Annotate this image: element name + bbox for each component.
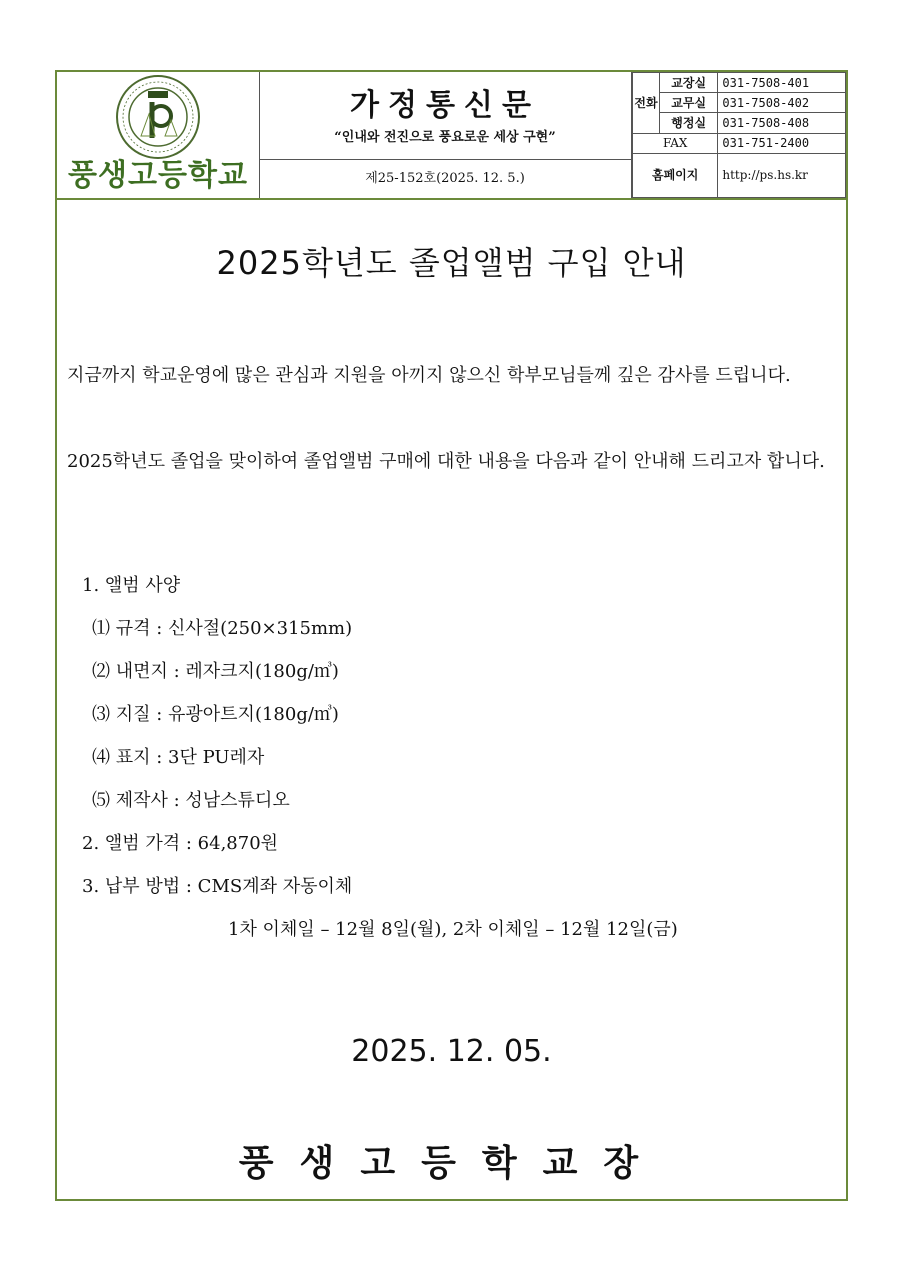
section-heading-spec: 1. 앨범 사양 <box>82 575 181 596</box>
spec-item-endpaper: ⑵ 내면지 : 레자크지(180g/㎥) <box>92 661 339 682</box>
school-logo-cell <box>57 72 260 198</box>
issue-date: 2025. 12. 05. <box>351 1034 552 1069</box>
issue-number: 제25-152호(2025. 12. 5.) <box>259 160 632 198</box>
phone-label: 전화 <box>633 73 660 134</box>
principal-signature: 풍생고등학교장 <box>238 1143 665 1184</box>
homepage-label: 홈페이지 <box>633 153 718 197</box>
section-heading-price: 2. 앨범 가격 : 64,870원 <box>82 833 279 854</box>
document-frame <box>55 70 848 1201</box>
section-heading-payment: 3. 납부 방법 : CMS계좌 자동이체 <box>82 876 353 897</box>
fax-number: 031-751-2400 <box>718 133 846 153</box>
newsletter-title-cell <box>259 72 632 160</box>
school-emblem-icon <box>115 74 201 160</box>
contact-label: 교장실 <box>660 73 718 93</box>
contact-table <box>632 72 846 198</box>
spec-item-paper: ⑶ 지질 : 유광아트지(180g/㎥) <box>92 704 339 725</box>
intro-paragraph: 지금까지 학교운영에 많은 관심과 지원을 아끼지 않으신 학부모님들께 깊은 감사를 드립니다. <box>67 365 791 386</box>
contact-number: 031-7508-402 <box>718 93 846 113</box>
spec-item-cover: ⑷ 표지 : 3단 PU레자 <box>92 747 265 768</box>
fax-label: FAX <box>633 133 718 153</box>
notice-paragraph: 2025학년도 졸업을 맞이하여 졸업앨범 구매에 대한 내용을 다음과 같이 안내해 드리고자 합니다. <box>67 451 825 472</box>
spec-item-size: ⑴ 규격 : 신사절(250×315mm) <box>92 618 353 639</box>
payment-dates: 1차 이체일 – 12월 8일(월), 2차 이체일 – 12월 12일(금) <box>228 919 678 940</box>
school-name-logo: 풍생고등학교 <box>68 158 248 193</box>
contact-number: 031-7508-401 <box>718 73 846 93</box>
contact-number: 031-7508-408 <box>718 113 846 133</box>
school-motto: “인내와 전진으로 풍요로운 세상 구현” <box>334 130 556 145</box>
document-title: 2025학년도 졸업앨범 구입 안내 <box>216 244 687 282</box>
contact-label: 교무실 <box>660 93 718 113</box>
contact-label: 행정실 <box>660 113 718 133</box>
newsletter-title: 가정통신문 <box>350 88 540 123</box>
homepage-link[interactable]: http://ps.hs.kr <box>718 153 846 197</box>
letterhead <box>57 72 846 200</box>
spec-item-maker: ⑸ 제작사 : 성남스튜디오 <box>92 790 290 811</box>
